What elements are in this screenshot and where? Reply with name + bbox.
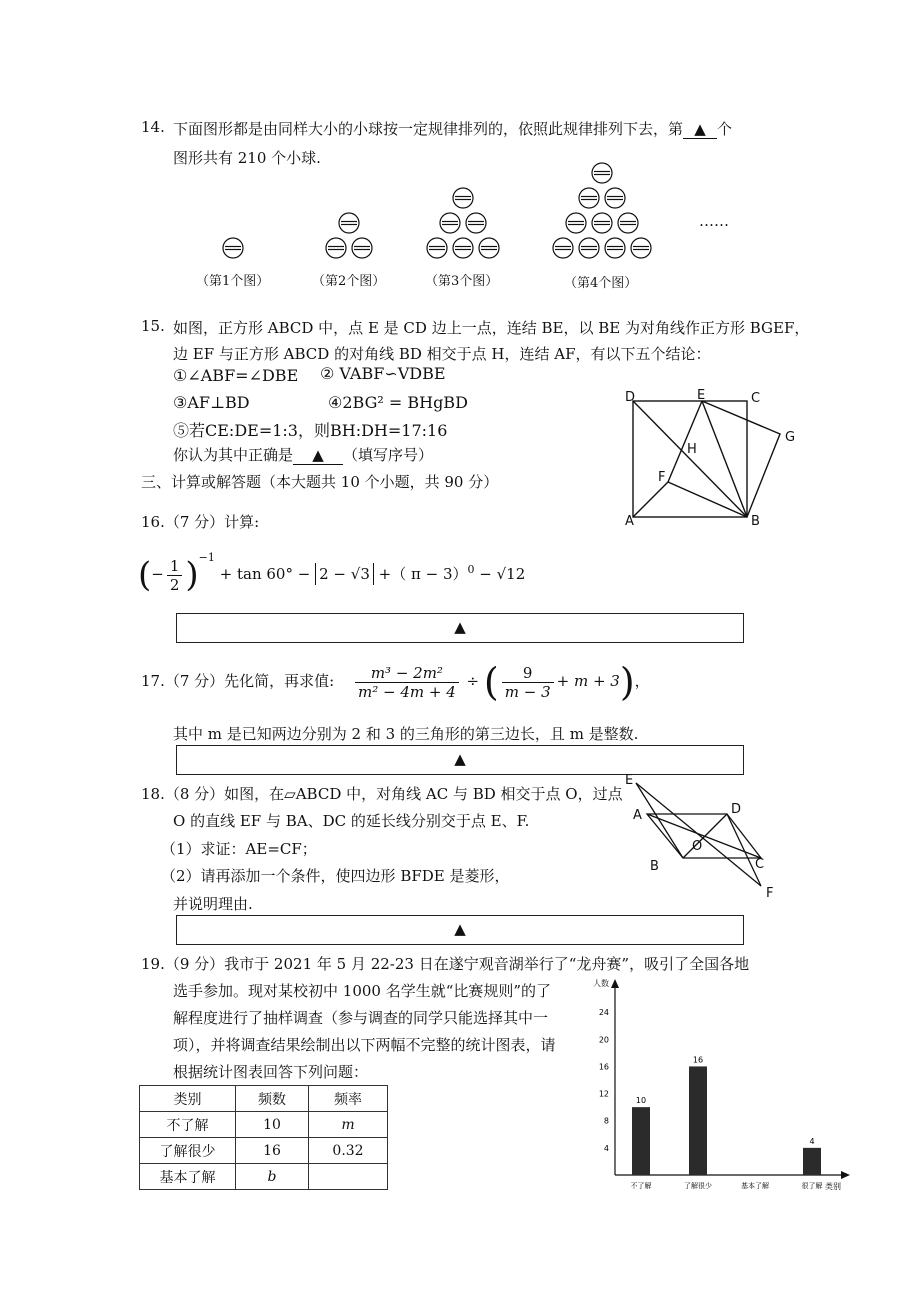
q16-minus: − bbox=[151, 565, 164, 583]
q14-blank[interactable]: ▲ bbox=[683, 120, 717, 139]
table-cell: 基本了解 bbox=[140, 1164, 236, 1190]
bar bbox=[632, 1107, 650, 1175]
q18-answer-box[interactable]: ▲ bbox=[176, 915, 744, 945]
q17-div: ÷ bbox=[466, 672, 480, 690]
ball bbox=[579, 238, 599, 258]
table-header: 频数 bbox=[236, 1086, 309, 1112]
q15-ask-b: （填写序号） bbox=[343, 446, 434, 464]
table-header-row bbox=[140, 1086, 388, 1112]
q16-pi: +（ π − 3） bbox=[378, 565, 468, 583]
q15-ask-a: 你认为其中正确是 bbox=[173, 446, 294, 464]
ball bbox=[466, 213, 486, 233]
label-e: E bbox=[625, 773, 634, 788]
bar bbox=[803, 1148, 821, 1175]
line-df bbox=[727, 814, 761, 886]
q14-caption-1: （第1个图） bbox=[196, 274, 270, 289]
q17-num2: 9 bbox=[502, 664, 554, 683]
ball bbox=[427, 238, 447, 258]
q18-sub1: （1）求证：AE=CF； bbox=[161, 840, 317, 858]
table-row bbox=[140, 1138, 388, 1164]
ball bbox=[479, 238, 499, 258]
ball bbox=[605, 238, 625, 258]
label-a: A bbox=[633, 808, 642, 823]
section-3-heading: 三、计算或解答题（本大题共 10 个小题，共 90 分） bbox=[141, 473, 499, 491]
label-e: E bbox=[697, 388, 706, 403]
ball bbox=[566, 213, 586, 233]
table-cell: 不了解 bbox=[140, 1112, 236, 1138]
q18-line2: O 的直线 EF 与 BA、DC 的延长线分别交于点 E、F. bbox=[173, 812, 530, 830]
x-tick-label: 了解很少 bbox=[684, 1182, 712, 1190]
q14-ball-figures bbox=[0, 160, 920, 240]
label-h: H bbox=[687, 442, 697, 457]
diagonal-bd bbox=[683, 814, 727, 858]
label-d: D bbox=[731, 802, 742, 817]
table-cell: 0.32 bbox=[309, 1138, 388, 1164]
q16-frac-den: 2 bbox=[169, 575, 180, 594]
q19-line2: 选手参加。现对某校初中 1000 名学生就“比赛规则”的了 bbox=[173, 982, 552, 1000]
table-cell: 16 bbox=[236, 1138, 309, 1164]
q18-line1: 18.（8 分）如图，在▱ABCD 中，对角线 AC 与 BD 相交于点 O，过点 bbox=[141, 785, 623, 803]
x-axis-arrow bbox=[841, 1171, 850, 1179]
table-cell: m bbox=[309, 1112, 388, 1138]
ball bbox=[592, 163, 612, 183]
q14-text-b: 个 bbox=[717, 120, 733, 138]
q14-text-a: 下面图形都是由同样大小的小球按一定规律排列的，依照此规律排列下去，第 bbox=[173, 120, 684, 138]
q16-title: 16.（7 分）计算: bbox=[141, 513, 260, 531]
segment-af bbox=[633, 482, 668, 517]
q19-bar-chart bbox=[580, 975, 880, 1205]
q14-number: 14. bbox=[141, 118, 165, 136]
q17-tail: + m + 3 bbox=[556, 672, 620, 690]
ball bbox=[553, 238, 573, 258]
q15-blank[interactable]: ▲ bbox=[293, 446, 343, 465]
x-axis-label: 类别 bbox=[825, 1182, 841, 1191]
table-header: 类别 bbox=[140, 1086, 236, 1112]
table-row bbox=[140, 1112, 388, 1138]
q15-geometry-figure bbox=[620, 388, 820, 528]
q19-line4: 项），并将调查结果绘制出以下两幅不完整的统计图表，请 bbox=[173, 1036, 556, 1054]
q17-num1: m³ − 2m² bbox=[355, 664, 459, 683]
ball bbox=[453, 188, 473, 208]
q15-conclusion-4: ④2BG² = BHgBD bbox=[328, 393, 468, 412]
q17-expression: $\frac{\text{m³ − 2m²}}{\text{m² − 4m + 4}}$ ÷ ( $\frac{9}{m - 3}$ + m + 3)， bbox=[352, 660, 650, 704]
y-tick-label: 24 bbox=[598, 1008, 609, 1018]
label-f: F bbox=[658, 470, 666, 485]
bar-data-label: 10 bbox=[635, 1096, 647, 1106]
q19-line5: 根据统计图表回答下列问题： bbox=[173, 1063, 369, 1081]
q17-title: 17.（7 分）先化简，再求值: bbox=[141, 672, 335, 690]
q18-sub2: （2）请再添加一个条件，使四边形 BFDE 是菱形， bbox=[161, 867, 510, 885]
label-o: O bbox=[692, 839, 703, 854]
q15-conclusion-2: ② VABF∽VDBE bbox=[320, 364, 446, 383]
q15-line1: 如图，正方形 ABCD 中，点 E 是 CD 边上一点，连结 BE，以 BE 为对角线作正方形 BGEF， bbox=[173, 319, 810, 337]
table-header: 频率 bbox=[309, 1086, 388, 1112]
label-a: A bbox=[625, 514, 634, 529]
table-cell: b bbox=[236, 1164, 309, 1190]
q15-line2: 边 EF 与正方形 ABCD 的对角线 BD 相交于点 H，连结 AF，有以下五个结论： bbox=[173, 345, 711, 363]
x-tick-label: 基本了解 bbox=[741, 1182, 769, 1190]
line-eb bbox=[636, 783, 683, 858]
q14-text-line2: 图形共有 210 个小球. bbox=[173, 149, 321, 167]
q19-frequency-table bbox=[139, 1085, 388, 1190]
bar-data-label: 4 bbox=[809, 1136, 815, 1146]
ball bbox=[605, 188, 625, 208]
q16-frac-num: 1 bbox=[167, 557, 183, 576]
y-tick-label: 12 bbox=[598, 1089, 609, 1099]
x-tick-label: 很了解 bbox=[801, 1182, 823, 1190]
ball bbox=[579, 188, 599, 208]
label-b: B bbox=[751, 514, 760, 529]
q15-conclusion-1: ①∠ABF=∠DBE bbox=[173, 366, 299, 385]
y-axis-label: 人数 bbox=[593, 979, 609, 988]
label-f: F bbox=[766, 886, 774, 901]
label-d: D bbox=[625, 390, 636, 405]
ball bbox=[631, 238, 651, 258]
ball bbox=[440, 213, 460, 233]
y-tick-label: 16 bbox=[598, 1062, 609, 1072]
q16-sqrt12: − √12 bbox=[479, 565, 526, 583]
table-cell: 10 bbox=[236, 1112, 309, 1138]
q14-caption-3: （第3个图） bbox=[425, 274, 499, 289]
q16-answer-box[interactable]: ▲ bbox=[176, 613, 744, 643]
label-b: B bbox=[650, 859, 659, 874]
ball bbox=[326, 238, 346, 258]
table-cell bbox=[309, 1164, 388, 1190]
q19-line3: 解程度进行了抽样调查（参与调查的同学只能选择其中一 bbox=[173, 1009, 549, 1027]
q17-answer-box[interactable]: ▲ bbox=[176, 745, 744, 775]
q15-ask bbox=[173, 444, 433, 465]
q16-zero: 0 bbox=[467, 563, 475, 576]
x-tick-label: 不了解 bbox=[630, 1182, 652, 1190]
ball bbox=[453, 238, 473, 258]
q17-den2: m − 3 bbox=[504, 682, 551, 701]
ball bbox=[618, 213, 638, 233]
y-axis-arrow bbox=[611, 979, 619, 988]
y-tick-label: 4 bbox=[603, 1143, 609, 1153]
q15-conclusion-3: ③AF⊥BD bbox=[173, 393, 250, 412]
q19-line1: 19.（9 分）我市于 2021 年 5 月 22-23 日在遂宁观音湖举行了“龙舟赛”，吸引了全国各地 bbox=[141, 955, 750, 973]
q17-den1: m² − 4m + 4 bbox=[358, 682, 456, 701]
q18-parallelogram-figure bbox=[620, 770, 780, 900]
q16-tan: + tan 60° − bbox=[219, 565, 311, 583]
q14-text-line1 bbox=[173, 118, 732, 139]
q14-caption-4: （第4个图） bbox=[564, 276, 638, 291]
q16-abs: 2 − √3 bbox=[315, 563, 374, 585]
q14-ellipsis: …… bbox=[699, 212, 729, 230]
q16-exponent: −1 bbox=[198, 551, 215, 564]
q14-caption-2: （第2个图） bbox=[312, 274, 386, 289]
ball bbox=[339, 213, 359, 233]
label-c: C bbox=[751, 391, 761, 406]
label-c: C bbox=[755, 857, 765, 872]
label-g: G bbox=[785, 430, 796, 445]
ball bbox=[223, 238, 243, 258]
ball bbox=[592, 213, 612, 233]
bar bbox=[689, 1066, 707, 1175]
q18-sub3: 并说明理由. bbox=[173, 895, 253, 913]
ball bbox=[352, 238, 372, 258]
y-tick-label: 20 bbox=[598, 1035, 609, 1045]
table-cell: 了解很少 bbox=[140, 1138, 236, 1164]
q17-line2: 其中 m 是已知两边分别为 2 和 3 的三角形的第三边长，且 m 是整数. bbox=[173, 725, 639, 743]
q16-expression: (− $\frac{1}{2}$ )$^{-1}$ + tan 60° − 2 − √3 +（ π − 3）$^0$ − √12 bbox=[138, 551, 526, 595]
y-tick-label: 8 bbox=[603, 1116, 609, 1126]
bar-data-label: 16 bbox=[692, 1055, 704, 1065]
q15-conclusion-5: ⑤若CE:DE=1:3，则BH:DH=17:16 bbox=[173, 421, 448, 440]
table-row bbox=[140, 1164, 388, 1190]
q15-number: 15. bbox=[141, 317, 165, 335]
